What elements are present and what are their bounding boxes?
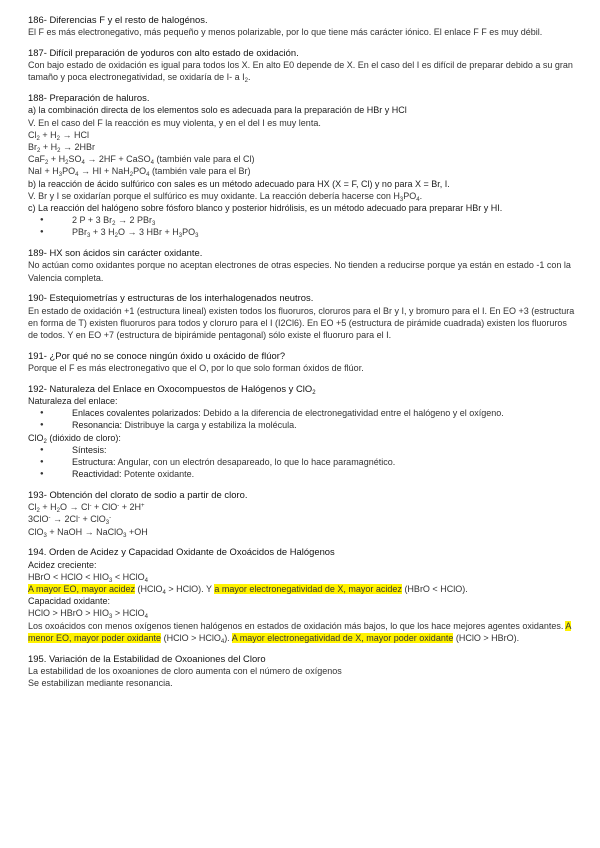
section-187 [28,47,576,84]
section-title: 189- HX son ácidos sin carácter oxidante. [28,247,203,259]
section-title: 193- Obtención del clorato de sodio a partir de cloro. [28,489,248,501]
section-190 [28,292,576,341]
list-item: ● Estructura: Angular, con un electrón desapareado, lo que lo hace paramagnético. [28,456,576,468]
section-title: 195. Variación de la Estabilidad de Oxoaniones del Cloro [28,652,266,664]
section-title: 191- ¿Por qué no se conoce ningún óxido u oxácido de flúor? [28,349,286,361]
section-body: Con bajo estado de oxidación es igual para todos los X. En alto E0 depende de X. En el caso del I es difícil de preparar debido a su gran tamaño y poca electronegatividad, se oxidaría de I- a $I_2$. [28,60,573,85]
equation: $Cl_2 + H_2O \to Cl^- + ClO^- + 2H^+$ [28,502,145,515]
section-192 [28,383,576,481]
subheading: Capacidad oxidante: [28,596,111,607]
section-188 [28,92,576,238]
section-title: 190- Estequiometrías y estructuras de los interhalogenados neutros. [28,292,314,304]
list-item: ● 2 P + 3 $Br_2 \to 2$ PBr$_3$ [28,214,576,226]
equation: NaI + $H_3PO_4$ → HI + $NaH_2PO_4$ (también vale para el Br) [28,166,251,179]
equation: 3ClO- → 2Cl- + ClO$_3$- [28,514,112,527]
list-item: ● Enlaces covalentes polarizados: Debido a la diferencia de electronegatividad entre el halógeno y el oxígeno. [28,407,576,419]
section-title: 192- Naturaleza del Enlace en Oxocompuestos de Halógenos y ClO$_2$ [28,382,316,396]
section-186 [28,14,576,38]
list-item: ● Reactividad: Potente oxidante. [28,468,576,480]
highlight: A menor EO, mayor poder oxidante [28,620,572,643]
section-title: 194. Orden de Acidez y Capacidad Oxidante de Oxoácidos de Halógenos [28,546,335,558]
subheading: Acidez creciente: [28,559,97,570]
section-body: La estabilidad de los oxoaniones de cloro aumenta con el número de oxígenos [28,665,342,676]
equation: $CaF_2 + H_2SO_4 \to 2HF$ + CaSO$_4$ (también vale para el Cl) [28,154,255,167]
equation: $Cl_2 + H_2$ → HCl [28,129,89,142]
section-189 [28,247,576,284]
oxidant-sequence: HClO > HBrO > $HIO_3$ > HClO$_4$ [28,608,148,621]
equation: ClO$_3$ + NaOH → NaClO$_3$ +OH [28,526,148,539]
section-title: 188- Preparación de haluros. [28,92,150,104]
highlight: A mayor EO, mayor acidez [28,584,136,595]
highlight: a mayor electronegatividad de X, mayor acidez [214,584,402,595]
section-195 [28,653,576,690]
section-body: Porque el F es más electronegativo que el O, por lo que solo forman óxidos de flúor. [28,363,364,374]
subheading: ClO$_2$ (dióxido de cloro): [28,432,121,445]
section-title: 187- Difícil preparación de yoduros con alto estado de oxidación. [28,47,299,58]
section-body: El F es más electronegativo, más pequeño y menos polarizable, por lo que tiene más carácter iónico. El enlace F F es muy débil. [28,27,543,38]
list-item: ● Síntesis: [28,444,576,456]
question-c: c) La reacción del halógeno sobre fósforo blanco y posterior hidrólisis, es un método adecuado para preparar HBr y HI. [28,203,503,214]
acid-sequence: HBrO < HClO < $HIO_3$ < HClO$_4$ [28,571,148,584]
section-191 [28,350,576,374]
section-body: En estado de oxidación +1 (estructura lineal) existen todos los fluoruros, cloruros para el Br y I, y bromuro para el I. En EO +3 (estructura en forma de T) existen fluoruros para todos y cloruro para el I (I2Cl6). En EO +5 (estructura de pirámide cuadrada) existen los fluoruros de todos. Y en EO +7 (estructura de bipirámide pentagonal) sólo existe el fluoruro para el I. [28,305,575,341]
subheading: Naturaleza del enlace: [28,396,118,407]
highlight: A mayor electronegatividad de X, mayor poder oxidante [231,632,454,643]
section-title: 186- Diferencias F y el resto de halogénos. [28,14,208,25]
section-body: Se estabilizan mediante resonancia. [28,678,173,689]
section-body: A mayor EO, mayor acidez (HClO$_4$ > HClO). Y a mayor electronegatividad de X, mayor acidez (HBrO < HClO). [28,584,468,597]
section-193 [28,489,576,538]
section-body: Los oxoácidos con menos oxígenos tienen halógenos en estados de oxidación más bajos, lo que los hace mejores agentes oxidantes. A menor EO, mayor poder oxidante (HClO > HClO$_4$). A mayor electronegatividad de X, mayor poder oxidante (HClO > HBrO). [28,620,572,645]
answer-a: V. En el caso del F la reacción es muy violenta, y en el del I es muy lenta. [28,117,321,128]
equation: $Br_2 + H_2 \to 2HBr$ [28,142,95,155]
question-a: a) la combinación directa de los elementos solo es adecuada para la preparación de HBr y HCl [28,105,407,116]
section-body: No actúan como oxidantes porque no aceptan electrones de otras especies. No tienden a reducirse porque ya están en estado -1 con la Valencia completa. [28,260,571,283]
list-item: ● PBr$_3$ + 3 $H_2O \to 3$ HBr + $H_3PO_3$ [28,226,576,238]
section-194 [28,546,576,644]
list-item: ● Resonancia: Distribuye la carga y estabiliza la molécula. [28,419,576,431]
document-page [28,14,576,698]
question-b: b) la reacción de ácido sulfúrico con sales es un método adecuado para HX (X = F, Cl) y no para X = Br, I. [28,178,450,189]
answer-b: V. Br y I se oxidarían porque el sulfúrico es muy oxidante. La reacción debería hacerse con $H_3PO_4$. [28,190,423,203]
